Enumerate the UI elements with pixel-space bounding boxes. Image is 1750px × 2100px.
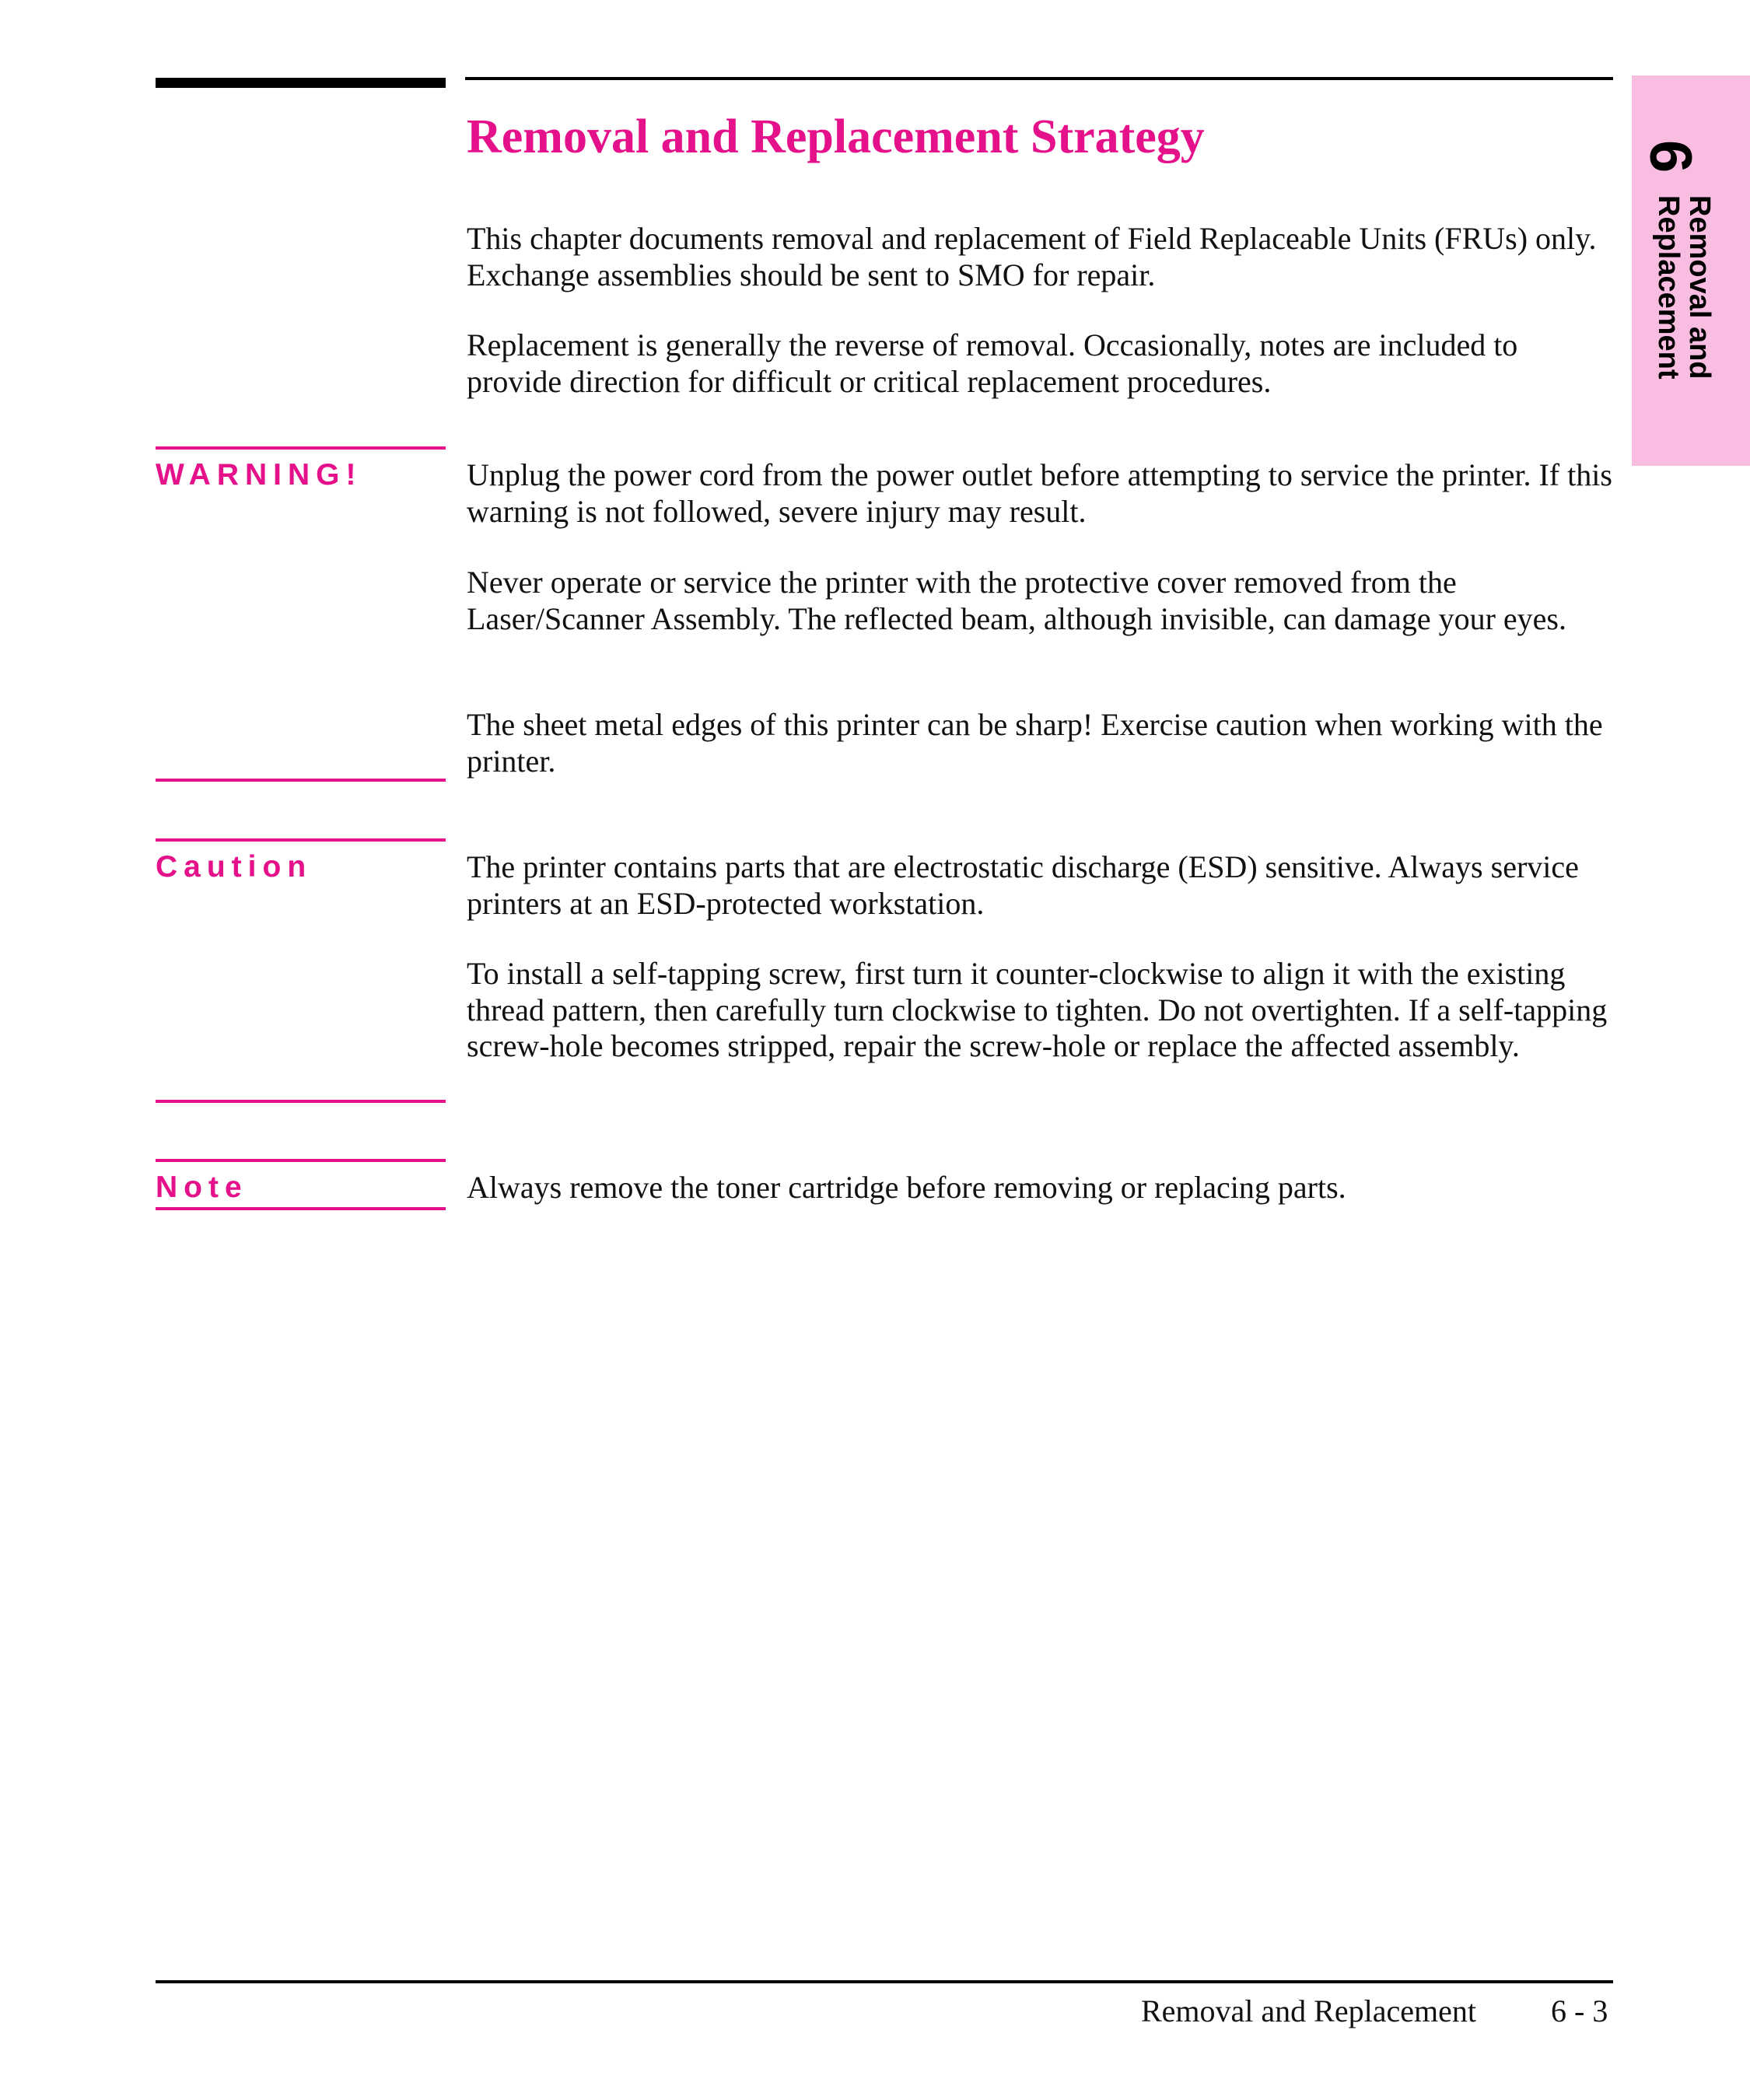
caution-paragraph-1: The printer contains parts that are electrostatic discharge (ESD) sensitive. Always service printers at an ESD-protected workstation. bbox=[467, 849, 1579, 921]
footer-section: Removal and Replacement bbox=[1141, 1993, 1476, 2028]
intro-paragraph-1: This chapter documents removal and replacement of Field Replaceable Units (FRUs) only. Exchange assemblies should be sent to SMO for repair. bbox=[467, 221, 1597, 292]
page-title: Removal and Replacement Strategy bbox=[467, 110, 1205, 163]
warning-paragraph-1: Unplug the power cord from the power outlet before attempting to service the printer. If this warning is not followed, severe injury may result. bbox=[467, 457, 1612, 529]
warning-top-rule bbox=[156, 446, 446, 450]
warning-paragraph-3: The sheet metal edges of this printer can be sharp! Exercise caution when working with the printer. bbox=[467, 707, 1603, 779]
header-rule bbox=[465, 77, 1613, 80]
warning-label: WARNING! bbox=[156, 458, 362, 492]
warning-bottom-rule bbox=[156, 779, 446, 782]
caution-paragraph-2: To install a self-tapping screw, first turn it counter-clockwise to align it with the existing thread pattern, then carefully turn clockwise to tighten. Do not overtighten. If a self-tapping screw-hole becomes stripped, repair the screw-hole or replace the affected assembly. bbox=[467, 956, 1608, 1063]
note-top-rule bbox=[156, 1159, 446, 1162]
note-text: Always remove the toner cartridge before removing or replacing parts. bbox=[467, 1170, 1346, 1205]
caution-label: Caution bbox=[156, 850, 313, 884]
note-bottom-rule bbox=[156, 1207, 446, 1210]
chapter-number: 6 bbox=[1637, 140, 1703, 173]
caution-top-rule bbox=[156, 838, 446, 842]
chapter-tab-line-2: Replacement bbox=[1652, 195, 1685, 380]
header-rule-left bbox=[156, 78, 446, 88]
note-label: Note bbox=[156, 1171, 248, 1204]
footer-page-number: 6 - 3 bbox=[1551, 1993, 1608, 2028]
chapter-tab-line-1: Removal and bbox=[1683, 195, 1716, 380]
intro-paragraph-2: Replacement is generally the reverse of removal. Occasionally, notes are included to provide direction for difficult or critical replacement procedures. bbox=[467, 327, 1518, 399]
caution-bottom-rule bbox=[156, 1100, 446, 1103]
chapter-tab-label bbox=[1653, 195, 1715, 380]
warning-paragraph-2: Never operate or service the printer with the protective cover removed from the Laser/Scanner Assembly. The reflected beam, although invisible, can damage your eyes. bbox=[467, 565, 1566, 636]
footer-rule bbox=[156, 1980, 1613, 1983]
